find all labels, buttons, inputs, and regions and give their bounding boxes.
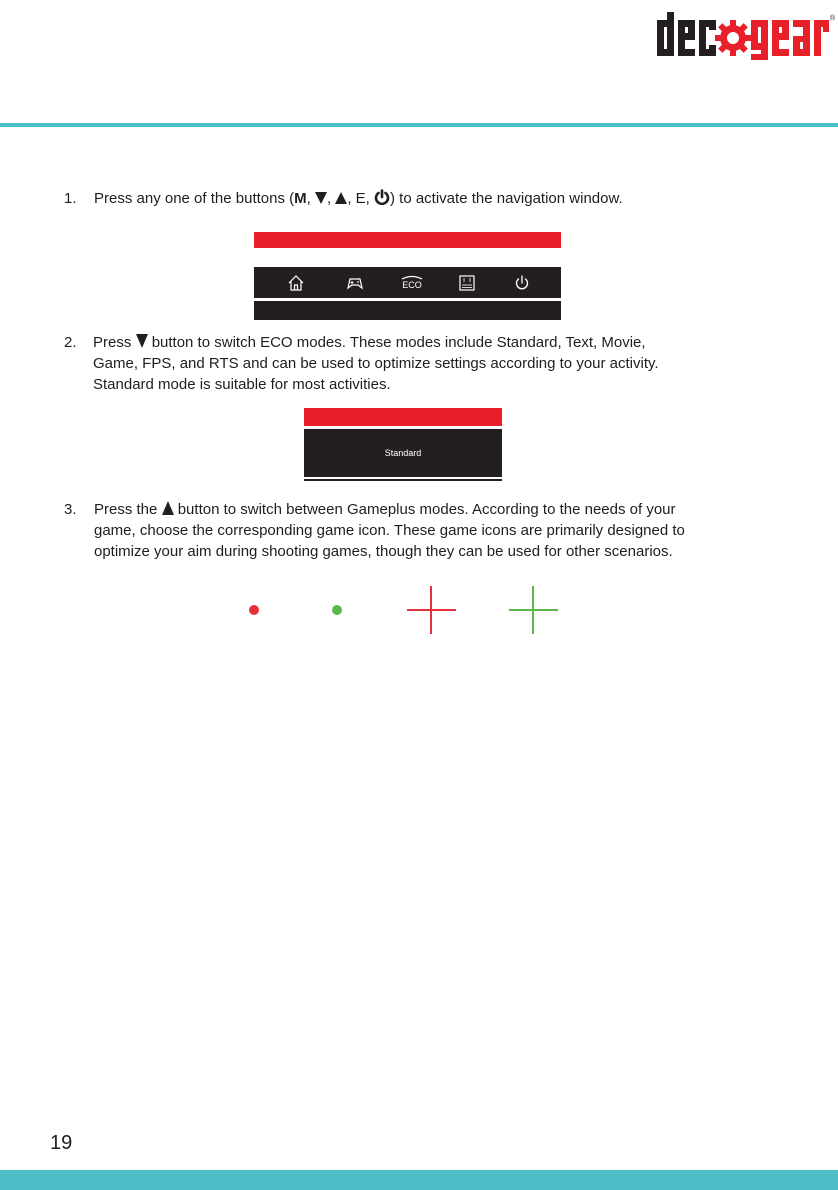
step-text: Press any one of the buttons (M, , , E, ) to activate the navigation window. bbox=[94, 190, 623, 207]
power-icon bbox=[374, 189, 390, 205]
osd-navigation-window bbox=[254, 232, 561, 320]
green-dot-icon bbox=[332, 605, 342, 615]
green-crosshair-icon bbox=[509, 586, 558, 634]
brand-logo bbox=[655, 6, 835, 62]
step-number: 3. bbox=[64, 501, 77, 518]
power-icon[interactable] bbox=[512, 273, 532, 293]
down-triangle-icon bbox=[315, 191, 327, 205]
gamepad-icon[interactable] bbox=[345, 273, 365, 293]
home-icon[interactable] bbox=[286, 273, 306, 293]
eco-mode-window bbox=[304, 408, 502, 482]
osd-bottom-bar bbox=[254, 301, 561, 320]
eco-icon[interactable] bbox=[399, 273, 425, 293]
page-number: 19 bbox=[50, 1132, 73, 1154]
eco-label: ECO bbox=[402, 280, 422, 290]
step-text: Press button to switch ECO modes. These modes include Standard, Text, Movie, Game, FPS, and RTS and can be used to optimize settings according to your activity. Standard mode is suitable for most activities. bbox=[93, 334, 659, 393]
eco-title-bar bbox=[304, 408, 502, 426]
up-triangle-icon bbox=[162, 500, 174, 516]
osd-title-bar bbox=[254, 232, 561, 248]
m-key: M bbox=[294, 190, 307, 207]
step-text: Press the button to switch between Gameplus modes. According to the needs of your game, choose the corresponding game icon. These game icons are primarily designed to optimize your aim during shooting games, though they can be used for other scenarios. bbox=[94, 501, 685, 560]
footer-bar bbox=[0, 1170, 838, 1190]
down-triangle-icon bbox=[136, 333, 148, 349]
up-triangle-icon bbox=[335, 191, 347, 205]
step-number: 2. bbox=[64, 334, 77, 351]
red-dot-icon bbox=[249, 605, 259, 615]
gameplus-icons bbox=[240, 580, 570, 640]
osd-icon-bar bbox=[254, 267, 561, 298]
red-crosshair-icon bbox=[407, 586, 456, 634]
registered-mark: ® bbox=[830, 15, 835, 22]
eco-mode-label: Standard bbox=[384, 448, 422, 458]
input-icon[interactable] bbox=[457, 273, 477, 293]
header-rule bbox=[0, 123, 838, 127]
eco-bottom-line bbox=[304, 479, 502, 481]
step-number: 1. bbox=[64, 190, 77, 207]
